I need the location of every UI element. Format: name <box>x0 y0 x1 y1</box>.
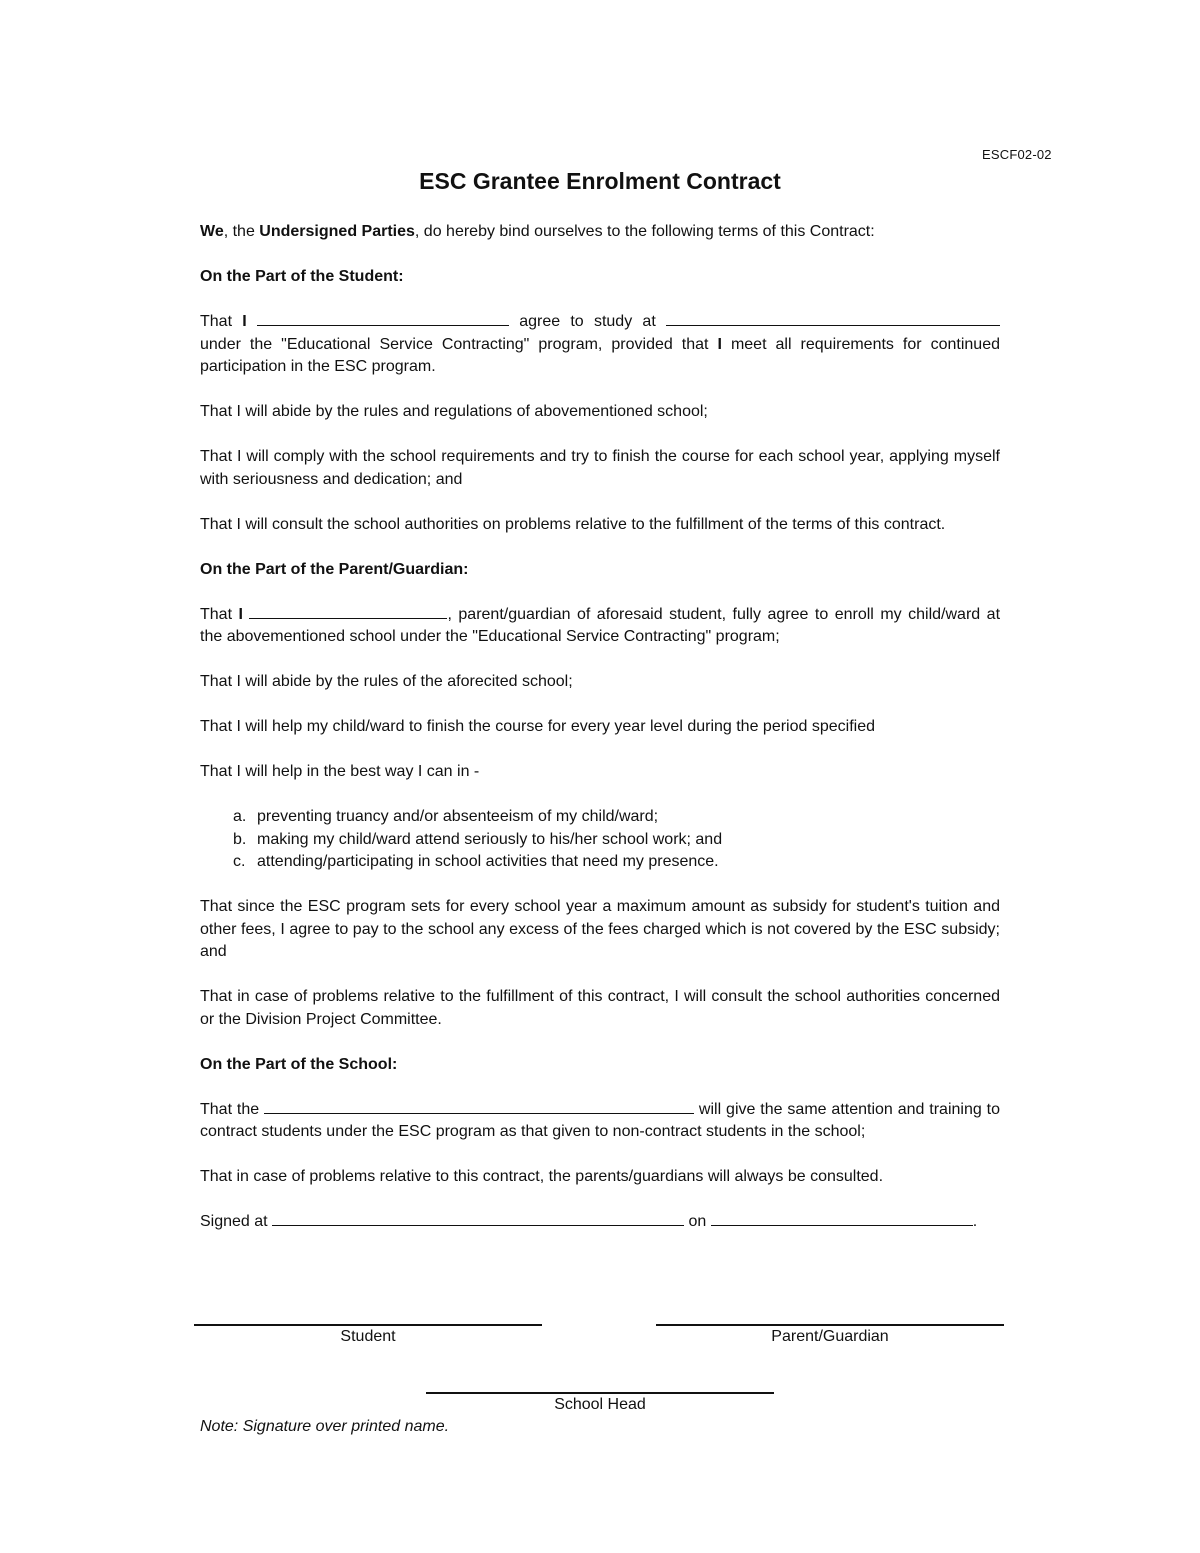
parent-clause-1-b: , parent/guardian of aforesaid student, fully agree to enroll my child/ward at the abovementioned school under the "Educational Service Contracting" program; <box>200 605 1001 645</box>
school-clause-1 <box>200 1099 1000 1144</box>
list-item <box>200 851 1000 874</box>
intro-the: , the <box>223 223 260 240</box>
signed-end: . <box>972 1213 978 1230</box>
list-item <box>200 806 1000 829</box>
school-head-signature-label: School Head <box>554 1396 646 1413</box>
school-clause-1-a: That the <box>200 1100 265 1118</box>
list-text: preventing truancy and/or absenteeism of my child/ward; <box>257 808 659 825</box>
signature-note: Note: Signature over printed name. <box>200 1418 450 1435</box>
school-heading: On the Part of the School: <box>200 1055 398 1073</box>
intro-we: We <box>200 223 224 240</box>
list-marker: a. <box>233 808 247 825</box>
student-heading: On the Part of the Student: <box>200 268 404 285</box>
intro-paragraph <box>200 221 1000 244</box>
parent-clause-3: That I will help my child/ward to finish the course for every year level during the period specified <box>200 718 875 735</box>
student-clause-1 <box>200 311 1000 379</box>
list-item <box>200 829 1000 852</box>
signed-at-line <box>200 1211 1000 1234</box>
school-name-blank[interactable] <box>666 311 1000 326</box>
intro-rest: , do hereby bind ourselves to the following terms of this Contract: <box>414 223 875 240</box>
parent-clause-1 <box>200 604 1000 649</box>
signed-place-blank[interactable] <box>272 1211 684 1226</box>
signed-date-blank[interactable] <box>711 1211 973 1226</box>
student-name-blank[interactable] <box>257 311 509 326</box>
parent-heading: On the Part of the Parent/Guardian: <box>200 560 469 578</box>
parent-clause-5: That since the ESC program sets for every school year a maximum amount as subsidy for student's tuition and other fees, I agree to pay to the school any excess of the fees charged which is not covered by the ESC subsidy; and <box>200 898 1000 960</box>
parent-clause-6: That in case of problems relative to the fulfillment of this contract, I will consult the school authorities concerned or the Division Project Committee. <box>200 988 1000 1028</box>
parent-clause-1-a: That <box>200 605 239 623</box>
contract-body <box>200 221 1000 1256</box>
signed-on-label: on <box>684 1213 711 1230</box>
student-clause-3: That I will comply with the school requirements and try to finish the course for each school year, applying myself with seriousness and dedication; and <box>200 448 1000 488</box>
intro-parties: Undersigned Parties <box>259 223 415 240</box>
parent-signature-line[interactable] <box>656 1324 1004 1326</box>
student-signature-line[interactable] <box>194 1324 542 1326</box>
student-clause-1-a: That <box>200 313 243 330</box>
list-marker: c. <box>233 853 246 870</box>
parent-signature-label: Parent/Guardian <box>771 1328 889 1345</box>
parent-name-blank[interactable] <box>249 604 447 619</box>
school-clause-2: That in case of problems relative to this contract, the parents/guardians will always be consulted. <box>200 1168 884 1185</box>
parent-clause-2: That I will abide by the rules of the aforecited school; <box>200 673 573 690</box>
school-head-signature-line[interactable] <box>426 1392 774 1394</box>
parent-obligations-list <box>200 806 1000 874</box>
student-clause-1-i2: I <box>717 335 722 353</box>
document-title: ESC Grantee Enrolment Contract <box>419 168 781 194</box>
list-text: making my child/ward attend seriously to his/her school work; and <box>257 830 723 848</box>
student-clause-1-b: agree to study at <box>508 313 667 330</box>
school-blank[interactable] <box>264 1099 694 1114</box>
school-clause-1-b: will give the same attention and training to contract students under the ESC program as that given to non-contract students in the school; <box>200 1100 1000 1140</box>
student-clause-4: That I will consult the school authorities on problems relative to the fulfillment of the terms of this contract. <box>200 515 946 533</box>
parent-clause-1-i: I <box>238 605 243 623</box>
student-clause-1-c: under the "Educational Service Contracting" program, provided that <box>200 335 718 353</box>
list-marker: b. <box>233 830 247 848</box>
student-clause-1-i: I <box>242 313 247 330</box>
student-clause-2: That I will abide by the rules and regulations of abovementioned school; <box>200 403 708 420</box>
list-text: attending/participating in school activities that need my presence. <box>257 853 719 870</box>
parent-clause-4: That I will help in the best way I can in - <box>200 763 480 780</box>
document-code: ESCF02-02 <box>982 147 1052 162</box>
student-clause-1-d: meet all requirements for continued participation in the ESC program. <box>200 335 1000 375</box>
signed-at-label: Signed at <box>200 1213 273 1230</box>
student-signature-label: Student <box>340 1328 396 1345</box>
